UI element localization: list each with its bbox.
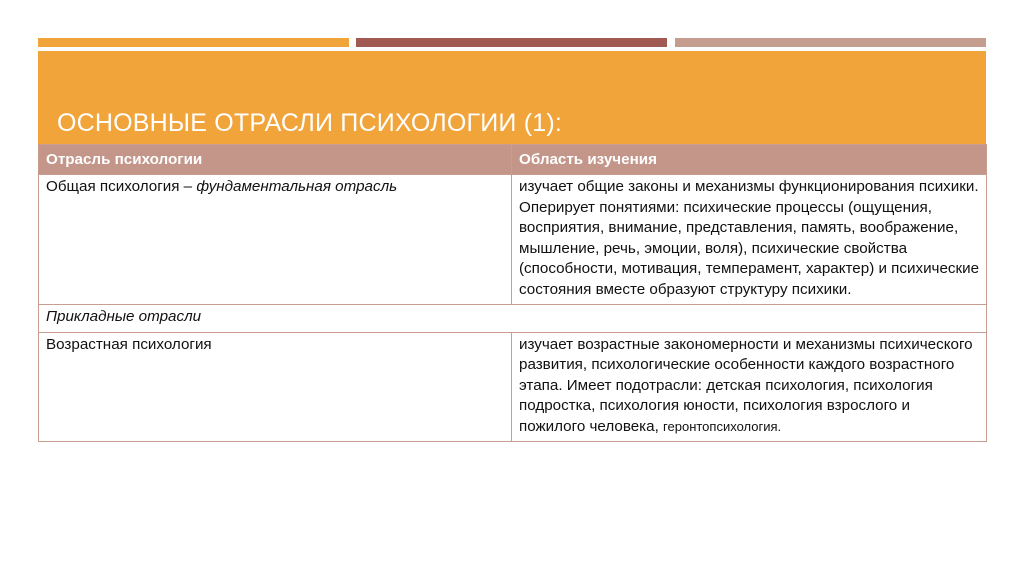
slide-title: ОСНОВНЫЕ ОТРАСЛИ ПСИХОЛОГИИ (1): (57, 109, 563, 137)
description-text: изучает возрастные закономерности и механизмы психического развития, психологические особенности каждого возрастного этапа. Имеет подотрасли: детская психология, психология подростка, психология юности, психология взрослого и пожилого человека, (519, 335, 973, 435)
accent-bar-orange (38, 38, 349, 47)
column-header-branch: Отрасль психологии (39, 145, 512, 175)
accent-bar-tan (675, 38, 986, 47)
table-header-row (39, 145, 987, 175)
column-header-area: Область изучения (512, 145, 987, 175)
branch-cell (39, 175, 512, 305)
branch-name: Общая психология – (46, 178, 197, 195)
accent-bar-brown (356, 38, 667, 47)
table-section-row (39, 305, 987, 333)
table-row (39, 175, 987, 305)
description-cell (512, 332, 987, 442)
branches-table (38, 144, 987, 442)
title-band (38, 51, 986, 144)
description-cell: изучает общие законы и механизмы функционирования психики. Оперирует понятиями: психические процессы (ощущения, восприятия, внимание, представления, память, воображение, мышление, речь, эмоции, воля), психические свойства (способности, мотивация, темперамент, характер) и психические состояния вместе образуют структуру психики. (512, 175, 987, 305)
section-label: Прикладные отрасли (39, 305, 987, 333)
table-row (39, 332, 987, 442)
description-tail: геронтопсихология. (663, 418, 782, 434)
branch-cell (39, 332, 512, 442)
branch-name: Возрастная психология (46, 335, 212, 353)
branch-note: фундаментальная отрасль (196, 178, 398, 195)
